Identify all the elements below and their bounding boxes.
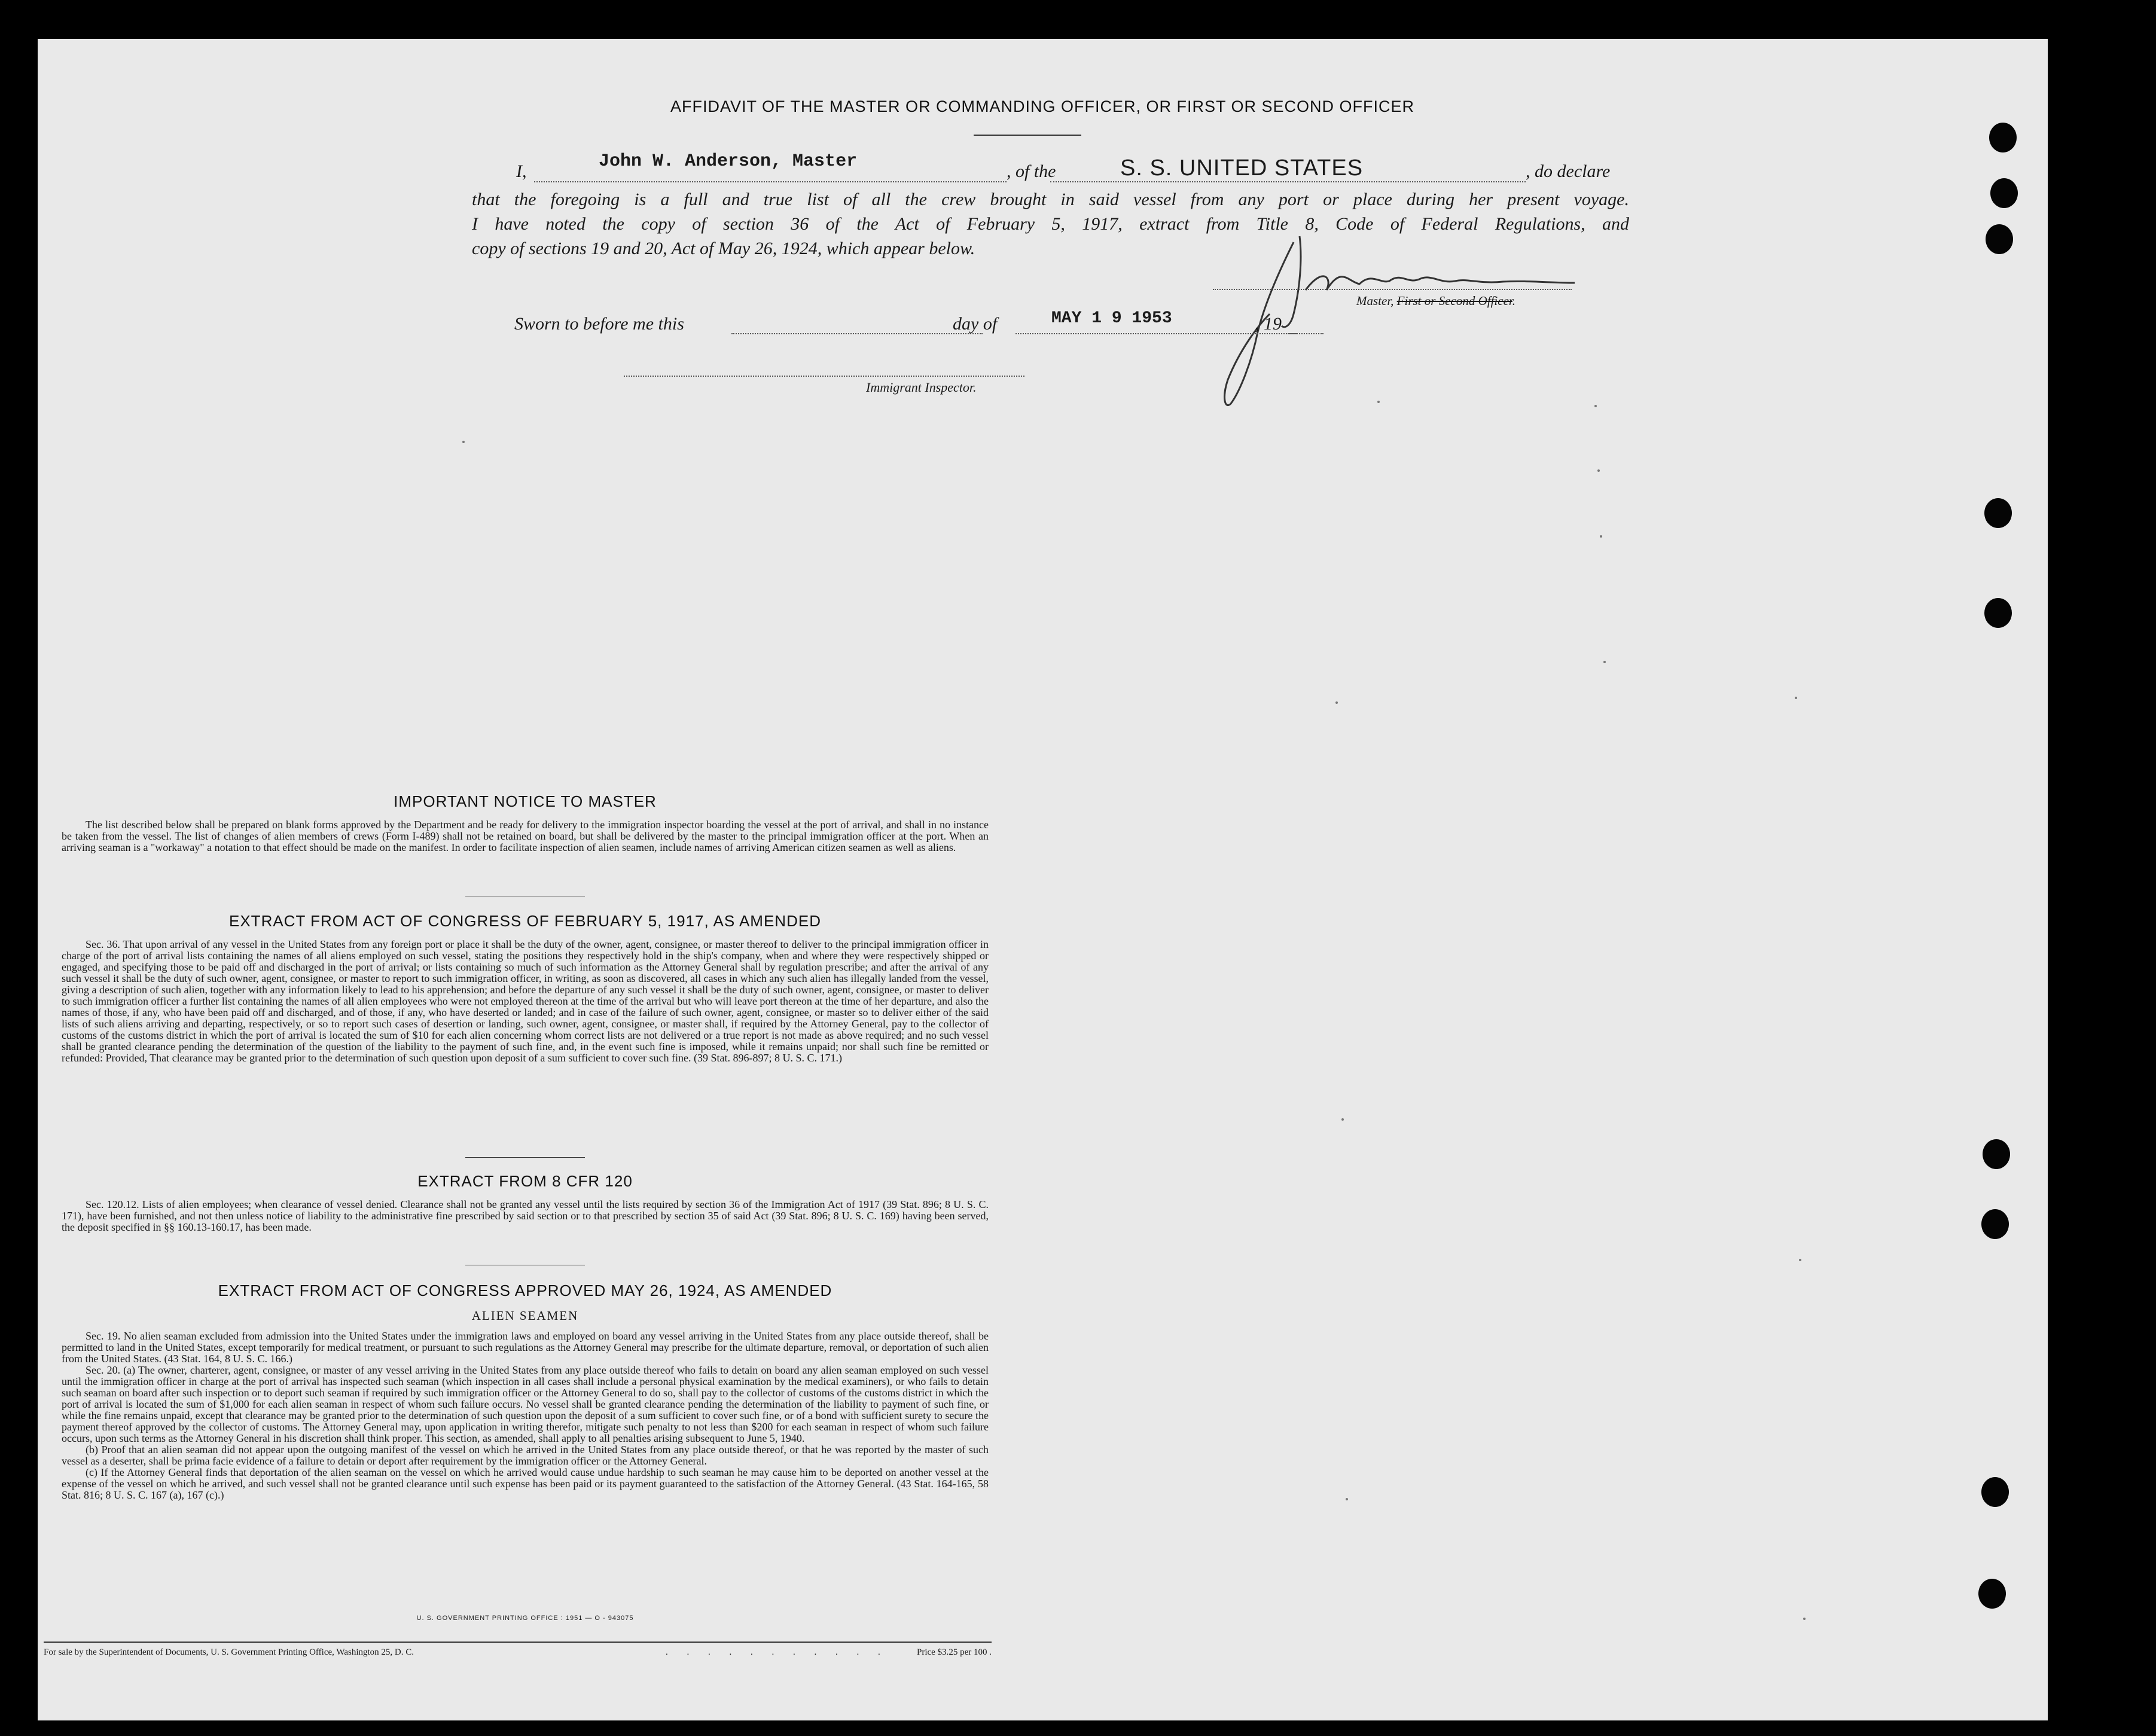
price-text: Price $3.25 per 100 . (917, 1647, 992, 1657)
scan-speck (1799, 1259, 1801, 1261)
scan-speck (1594, 405, 1597, 407)
scan-speck (1335, 701, 1338, 704)
section-20a-paragraph: Sec. 20. (a) The owner, charterer, agent, consignee, or master of any vessel arriving in the United States from any place outside thereof who fails to detain on board any alien seaman employed on such vessel until the immigration officer in charge at the port of arrival has inspected such seaman (which inspection in all cases shall include a personal physical examination by the medical examiners), or who fails to detain such seaman on board after such inspection or to deport such seaman if required by such immigration officer or the Attorney General to do so, shall pay to the collector of customs of the customs district in which the port of arrival is located the sum of $1,000 for each alien seaman in respect of whom such failure occurs. No vessel shall be granted clearance pending the determination of the liability to payment of such fine, or while the fine remains unpaid, except that clearance may be granted prior to the determination of such question upon the deposit of a sum sufficient to cover such fine, or of a bond with sufficient surety to secure the payment thereof approved by the collector of customs. The Attorney General may, upon application in writing therefor, mitigate such penalty to not less than $200 for each seaman in respect of whom such failure occurs, upon such terms as the Attorney General in his discretion shall think proper. This section, as amended, shall apply to all penalties arising subsequent to June 5, 1940. (62, 1364, 989, 1444)
day-of-label: day of (953, 314, 998, 334)
footer-line (44, 1647, 992, 1658)
affidavit-title: AFFIDAVIT OF THE MASTER OR COMMANDING OFFICER, OR FIRST OR SECOND OFFICER (670, 97, 1415, 115)
notice-body (62, 819, 989, 853)
binder-hole (1989, 123, 2017, 152)
i-label: I, (516, 161, 527, 181)
declaration-line: I have noted the copy of section 36 of the Act of February 5, 1917, extract from Title 8, Code of Federal Regulations, and (472, 214, 1629, 234)
signer-caption-struck: First or Second Officer (1396, 294, 1512, 308)
sworn-label: Sworn to before me this (514, 314, 684, 334)
section-120-paragraph: Sec. 120.12. Lists of alien employees; when clearance of vessel denied. Clearance shall not be granted any vessel until the lists required by section 36 of the Immigration Act of 1917 (39 Stat. 896; 8 U. S. C. 171), have been furnished, and not then unless notice of liability to the administrative fine prescribed by said section or to that prescribed by section 35 of said Act (39 Stat. 896; 8 U. S. C. 169) having been served, the deposit specified in §§ 160.13-160.17, has been made. (62, 1198, 989, 1233)
scan-speck (1600, 535, 1602, 538)
date-stamp: MAY 1 9 1953 (1051, 309, 1172, 328)
scan-speck (1597, 469, 1600, 472)
sworn-day-line (731, 333, 983, 334)
notice-paragraph: The list described below shall be prepared on blank forms approved by the Department and be ready for delivery to the immigration inspector boarding the vessel at the port of arrival, and shall in no instance be taken from the vessel. The list of changes of alien members of crews (Form I-489) shall not be retained on board, but shall be delivered by the master to the principal immigration officer at the port. When an arriving seaman is a "workaway" a notation to that effect should be made on the manifest. In order to facilitate inspection of alien seamen, include names of arriving American citizen seamen as well as aliens. (62, 819, 989, 853)
notice-title: IMPORTANT NOTICE TO MASTER (394, 792, 657, 810)
alien-seamen-subtitle: ALIEN SEAMEN (471, 1308, 579, 1323)
section-divider (465, 1157, 585, 1158)
vessel-name: S. S. UNITED STATES (1120, 155, 1364, 181)
extract-1924-title: EXTRACT FROM ACT OF CONGRESS APPROVED MAY 26, 1924, AS AMENDED (218, 1282, 832, 1299)
section-20c-paragraph: (c) If the Attorney General finds that deportation of the alien seaman on the vessel on which he arrived would cause undue hardship to such seaman he may cause him to be deported on another vessel at the expense of the vessel on which he arrived, and such vessel shall not be granted clearance until such expense has been paid or its payment guaranteed to the satisfaction of the Attorney General. (43 Stat. 164-165, 58 Stat. 816; 8 U. S. C. 167 (a), 167 (c).) (62, 1466, 989, 1501)
binder-hole (1981, 1477, 2009, 1507)
binder-hole (1990, 178, 2018, 208)
declaration-line: that the foregoing is a full and true list of all the crew brought in said vessel from any port or place during her present voyage. (472, 190, 1629, 209)
signer-caption-prefix: Master, (1356, 294, 1397, 308)
footer-rule (44, 1642, 992, 1643)
inspector-caption: Immigrant Inspector. (866, 380, 977, 395)
extract-1917-title: EXTRACT FROM ACT OF CONGRESS OF FEBRUARY 5, 1917, AS AMENDED (229, 912, 821, 930)
for-sale-text: For sale by the Superintendent of Documents, U. S. Government Printing Office, Washington 25, D. C. (44, 1647, 414, 1657)
vessel-line (1050, 181, 1526, 182)
section-19-paragraph: Sec. 19. No alien seaman excluded from admission into the United States under the immigration laws and employed on board any vessel arriving in the United States from any place outside thereof, shall be permitted to land in the United States, except temporarily for medical treatment, or pursuant to such regulations as the Attorney General may prescribe for the ultimate departure, removal, or deportation of such alien from the United States. (43 Stat. 164, 8 U. S. C. 166.) (62, 1330, 989, 1365)
of-the-label: , of the (1007, 161, 1056, 181)
scan-speck (462, 441, 465, 443)
scan-speck (1346, 1498, 1348, 1500)
year-line (1288, 333, 1324, 334)
extract-cfr-body (62, 1199, 989, 1233)
inspector-line (624, 376, 1024, 377)
section-36-paragraph: Sec. 36. That upon arrival of any vessel in the United States from any foreign port or place it shall be the duty of the owner, agent, consignee, or master thereof to deliver to the principal immigration officer in charge of the port of arrival lists containing the names of all aliens employed on such vessel, stating the positions they respectively hold in the ship's company, when and where they were respectively shipped or engaged, and specifying those to be paid off and discharged in the port of arrival; or lists containing so much of such information as the Attorney General shall by regulation prescribe; and after the arrival of any such vessel it shall be the duty of such owner, agent, consignee, or master to report to such immigration officer, in writing, as soon as discovered, all cases in which any such alien has illegally landed from the vessel, giving a description of such alien, together with any information likely to lead to his apprehension; and before the departure of any such vessel it shall be the duty of such owner, agent, consignee, or master to deliver to such immigration officer a further list containing the names of all alien employees who were not employed thereon at the time of the arrival but who will leave port thereon at the time of her departure, and also the names of those, if any, who have been paid off and discharged, and of those, if any, who have deserted or landed; and in case of the failure of such owner, agent, consignee, or master so to deliver either of the said lists of such aliens arriving and departing, respectively, or so to report such cases of desertion or landing, such owner, agent, consignee, or master shall, if required by the Attorney General, pay to the collector of customs of the customs district in which the port of arrival is located the sum of $10 for each alien concerning whom correct lists are not delivered or a true report is not made as above required; and no such vessel shall be granted clearance pending the determination of the question of the liability to the payment of such fine, and, in the event such fine is imposed, while it remains unpaid; nor shall such fine be remitted or refunded: Provided, That clearance may be granted prior to the determination of such question upon deposit of a sum sufficient to cover such fine. (39 Stat. 896-897; 8 U. S. C. 171.) (62, 938, 989, 1064)
scan-speck (1795, 697, 1797, 699)
binder-hole (1978, 1579, 2006, 1609)
extract-1924-body (62, 1331, 989, 1501)
do-declare-label: , do declare (1526, 161, 1611, 181)
year-label: , 19 (1255, 314, 1282, 334)
binder-hole (1984, 598, 2012, 628)
scan-speck (1377, 401, 1380, 403)
scan-speck (1341, 1118, 1344, 1121)
binder-hole (1986, 224, 2013, 254)
declaration-line: copy of sections 19 and 20, Act of May 26, 1924, which appear below. (472, 239, 975, 258)
signer-caption (1356, 294, 1515, 309)
title-divider (974, 135, 1081, 136)
name-line (534, 181, 1007, 182)
binder-hole (1984, 498, 2012, 528)
binder-hole (1983, 1139, 2010, 1169)
document-page (38, 39, 2048, 1720)
section-20b-paragraph: (b) Proof that an alien seaman did not appear upon the outgoing manifest of the vessel on which he arrived in the United States from any place outside thereof, or that he was reported by the master of such vessel as a deserter, shall be prima facie evidence of a failure to detain or deport after requirement by the immigration officer or the Attorney General. (62, 1444, 989, 1467)
leader-dots: . . . . . . . . . . . (666, 1647, 889, 1657)
scan-speck (1603, 661, 1606, 663)
scan-speck (1803, 1618, 1806, 1620)
signer-caption-suffix: . (1512, 294, 1515, 308)
printing-office-line: U. S. GOVERNMENT PRINTING OFFICE : 1951 — O - 943075 (416, 1615, 634, 1622)
master-name: John W. Anderson, Master (599, 151, 858, 172)
extract-cfr-title: EXTRACT FROM 8 CFR 120 (417, 1172, 633, 1190)
extract-1917-body (62, 939, 989, 1064)
binder-hole (1981, 1209, 2009, 1239)
